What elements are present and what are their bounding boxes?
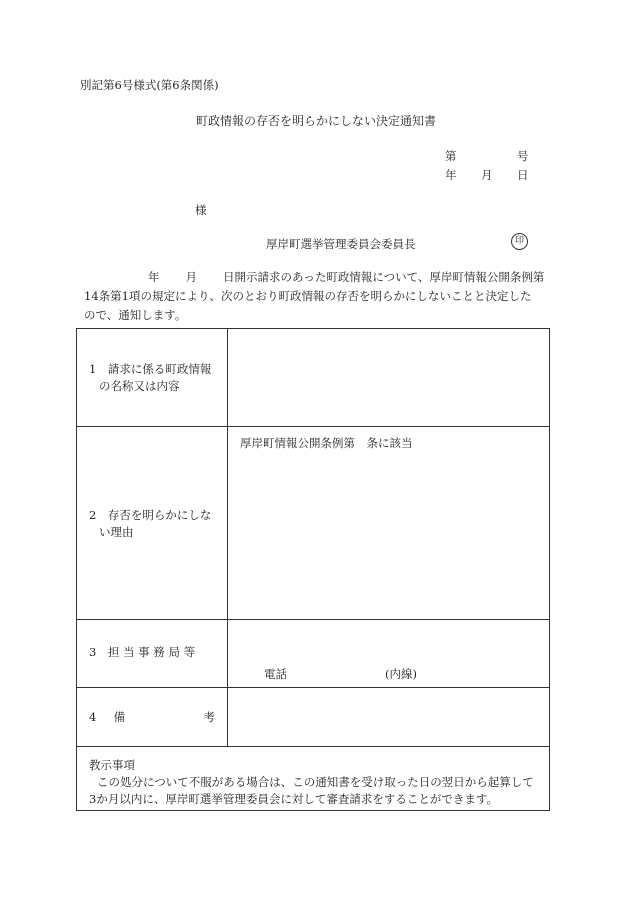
row1-value-cell	[228, 329, 549, 426]
sender-name: 厚岸町選挙管理委員会委員長	[266, 237, 416, 251]
row3-label-cell	[77, 620, 228, 687]
row4-value-cell	[228, 688, 549, 746]
row1-label-cell	[77, 329, 228, 426]
extension-label: (内線)	[385, 667, 417, 681]
date-day: 日	[517, 168, 529, 182]
row1-label-line2: の名称又は内容	[99, 379, 180, 393]
row2-value-cell	[228, 427, 549, 619]
notice-line1: この処分について不服がある場合は、この通知書を受け取った日の翌日から起算して	[97, 775, 534, 789]
seal-stamp: 印	[511, 233, 528, 250]
table-row	[77, 329, 549, 427]
notice-line2: 3か月以内に、厚岸町選挙管理委員会に対して審査請求をすることができます。	[89, 792, 498, 806]
body-month: 月	[185, 270, 197, 284]
document-date	[445, 167, 529, 183]
row3-value-cell	[228, 620, 549, 687]
body-year: 年	[148, 270, 160, 284]
decision-table	[76, 328, 550, 811]
row2-label-line1: 2 存否を明らかにしな	[89, 508, 212, 522]
row4-label-num: 4	[89, 710, 97, 724]
body-line3: ので、通知します。	[84, 308, 187, 322]
table-row	[77, 620, 549, 688]
document-title: 町政情報の存否を明らかにしない決定通知書	[196, 114, 437, 128]
row2-label-line2: い理由	[99, 525, 134, 539]
table-row	[77, 688, 549, 747]
notice-title: 教示事項	[89, 758, 135, 772]
row3-label: 3 担 当 事 務 局 等	[89, 645, 196, 659]
row4-label-cell	[77, 688, 228, 746]
row4-label-a: 備	[113, 710, 126, 724]
table-row	[77, 427, 549, 620]
addressee: 様	[195, 203, 207, 217]
body-line2: 14条第1項の規定により、次のとおり町政情報の存否を明らかにしないことと決定した	[84, 289, 532, 303]
number-prefix: 第	[445, 149, 457, 163]
row1-label-line1: 1 請求に係る町政情報	[89, 362, 212, 376]
document-number	[445, 148, 529, 164]
number-suffix: 号	[517, 149, 529, 163]
notice-body	[84, 268, 554, 325]
notice-row	[77, 747, 549, 810]
row2-label-cell	[77, 427, 228, 619]
row4-label-b: 考	[203, 710, 215, 724]
phone-label: 電話	[264, 667, 287, 681]
date-month: 月	[481, 168, 493, 182]
row2-value: 厚岸町情報公開条例第 条に該当	[240, 436, 413, 450]
form-label: 別記第6号様式(第6条関係)	[80, 78, 219, 92]
body-line1: 日開示請求のあった町政情報について、厚岸町情報公開条例第	[223, 270, 545, 284]
date-year: 年	[445, 168, 457, 182]
